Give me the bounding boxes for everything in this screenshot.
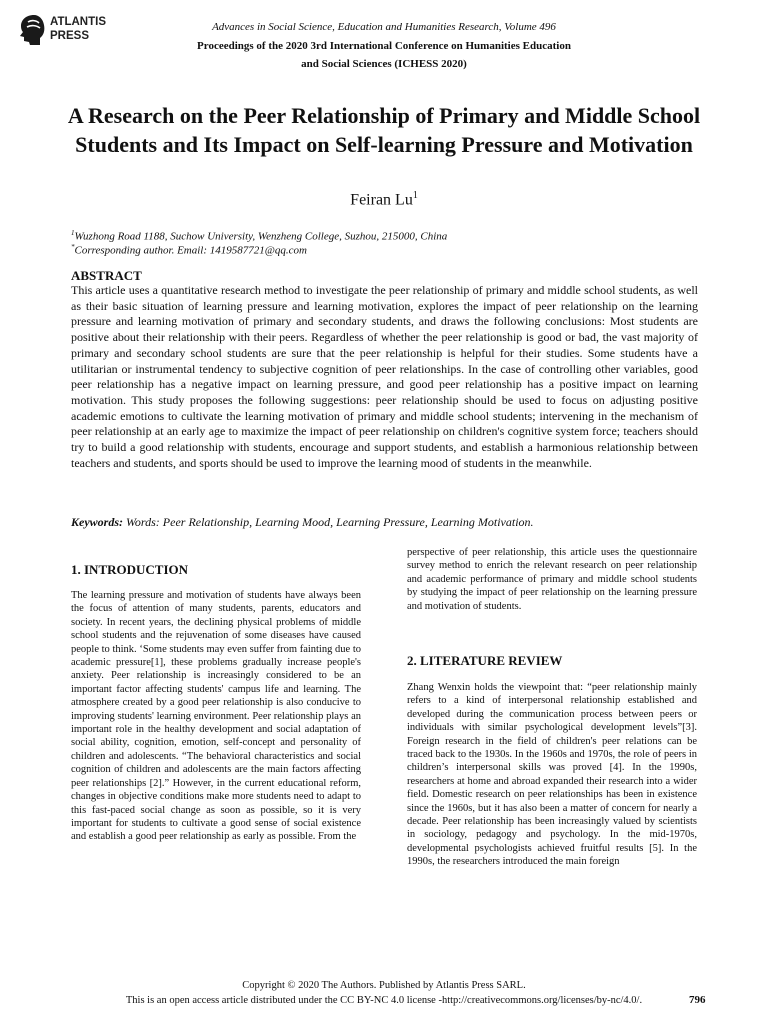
introduction-continued-text: perspective of peer relationship, this article uses the questionnaire survey method to enrich the relevant research on peer relationship and academic performance of primary and middle school students by studying the impact of peer relationship on the learning pressure and motivation of students.	[407, 547, 697, 612]
atlantis-head-logo-icon	[14, 12, 48, 46]
corresponding-superscript: *	[71, 243, 75, 251]
author-name: Feiran Lu	[350, 191, 413, 209]
affiliation-text: Wuzhong Road 1188, Suchow University, Wenzheng College, Suzhou, 215000, China	[74, 230, 448, 243]
corresponding-text: Corresponding author. Email: 1419587721@qq.com	[74, 244, 307, 257]
logo-line-1: ATLANTIS	[50, 16, 107, 28]
proceedings-line-1: Proceedings of the 2020 3rd International Conference on Humanities Education	[197, 40, 571, 52]
literature-review-text: Zhang Wenxin holds the viewpoint that: “peer relationship mainly refers to a kind of interpersonal relationship established and developed during the communication process between peers or individuals with similar psychological development levels”[3]. Foreign research in the field of children's peer relations can be traced back to the 1930s. In the 1960s and 1970s, the role of peers in children’s interpersonal skills was proved [4]. In the 1990s, researchers at home and abroad expanded their research into a wider field. Domestic research on peer relationships has been in existence since the 1960s, but it has also been a matter of concern for nearly a decade. Peer relationship has been increasingly valued by scientists in sociology, pedagogy and psychology. In the mid-1970s, developmental psychologists achieved fruitful results [5]. In the 1990s, the researchers introduced the main foreign	[407, 682, 697, 868]
section-heading-introduction: 1. INTRODUCTION	[71, 562, 189, 577]
atlantis-press-logo	[14, 12, 124, 46]
corresponding-author	[71, 241, 307, 258]
keywords-text: Words: Peer Relationship, Learning Mood, Learning Pressure, Learning Motivation.	[126, 515, 534, 529]
author-line	[0, 190, 768, 209]
proceedings-line-2: and Social Sciences (ICHESS 2020)	[301, 58, 467, 70]
footer-license: This is an open access article distributed under the CC BY-NC 4.0 license -http://creativecommons.org/licenses/by-nc/4.0/.	[125, 995, 643, 1006]
abstract-heading: ABSTRACT	[71, 268, 142, 283]
page-number: 796	[689, 994, 706, 1006]
logo-line-2: PRESS	[50, 30, 89, 42]
affiliation-superscript: 1	[71, 229, 75, 237]
footer-copyright: Copyright © 2020 The Authors. Published by Atlantis Press SARL.	[242, 980, 526, 991]
introduction-text: The learning pressure and motivation of students have always been the focus of attention of many students, parents, educators and society. In recent years, the declining physical problems of middle school students and the rejuvenation of some diseases have caused people to think. ‘Some students may even suffer from fainting due to academic pressure[1], these problems gradually increase people's anxiety. Peer relationship is increasingly considered to be an important factor affecting students' campus life and learning. The atmosphere created by a good peer relationship is also conducive to improving students' learning environment. Peer relationship plays an important role in the healthy development and social adaptation of social ability, cognition, emotion, self-concept and personality of children and adolescents. “The behavioral characteristics and social cognition of children and adolescents are the main factors affecting peer relationships [2].” However, in the current educational reform, changes in objective conditions make more students need to adapt to this fast-paced social change as soon as possible, so it is very important for students to cultivate a good sense of social existence and establish a good peer relationship as early as possible. From the	[71, 590, 361, 843]
journal-series: Advances in Social Science, Education and Humanities Research, Volume 496	[212, 21, 556, 33]
section-heading-literature-review: 2. LITERATURE REVIEW	[407, 653, 563, 668]
keywords-label: Keywords:	[71, 515, 123, 529]
keywords	[71, 515, 534, 530]
paper-title: A Research on the Peer Relationship of Primary and Middle School Students and Its Impact on Self-learning Pressure and Motivation	[67, 103, 701, 157]
abstract-text: This article uses a quantitative research method to investigate the peer relationship of primary and middle school students, as well as their basic situation of learning pressure and learning motivation, explores the impact of peer relationship on the learning pressure and learning motivation of primary and secondary students, and draws the following conclusions: Most students are positive about their relationship with their peers. Regardless of whether the peer relationship is good or bad, the vast majority of primary and secondary school students are sure that the peer relationship is helpful for their studies. Some students have a utilitarian or instrumental tendency to subjective cognition of peer relationships. In the case of controlling other variables, good peer relationship has a negative impact on learning pressure, and good peer relationship has a positive impact on learning motivation. This study proposes the following suggestions: peer relationship should be used to focus on adjusting positive academic emotions to cultivate the learning motivation of primary and middle school students; intervening in the mechanism of peer relationship at an early age to maximize the impact of peer relationship on children's cognitive system force; teachers should try to build a good relationship with students, encourage and support students, and establish a harmonious relationship between teachers and students, and sports should be used to improve the learning mood of students in the meanwhile.	[71, 283, 698, 470]
author-superscript: 1	[412, 190, 418, 201]
